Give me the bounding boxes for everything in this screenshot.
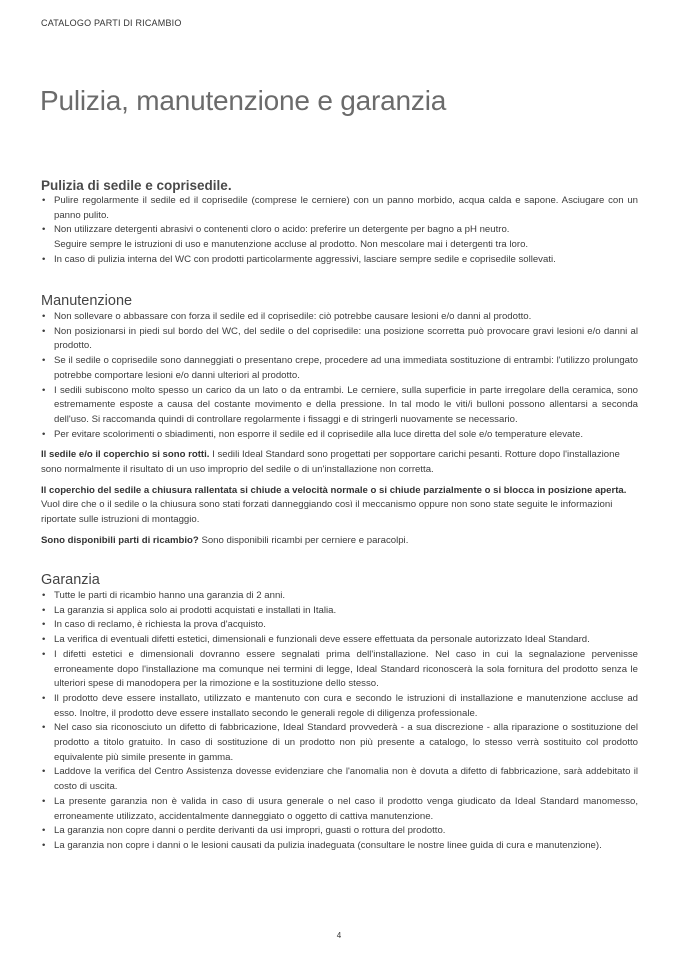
pulizia-heading: Pulizia di sedile e coprisedile.	[41, 178, 232, 193]
bold-lead: Il sedile e/o il coperchio si sono rotti.	[41, 449, 210, 461]
list-item: • I difetti estetici e dimensionali dovranno essere segnalati prima dell'installazione. Nel caso in cui la segnalazione pervenisse erroneamente dopo l'installazione ma comunque nei termini di legge, Ideal Standard riconoscerà la sola fornitura del prodotto senza le ulteriori spese di manodopera per la rimozione e la sostituzione dello stesso.	[41, 648, 638, 692]
paragraph-broken-seat	[41, 448, 638, 477]
catalog-header: CATALOGO PARTI DI RICAMBIO	[41, 18, 182, 28]
paragraph-text: Vuol dire che o il sedile o la chiusura sono stati forzati danneggiando così il meccanismo oppure non sono state seguite le informazioni riportate sulle istruzioni di montaggio.	[41, 499, 613, 526]
section-garanzia	[41, 572, 638, 854]
garanzia-heading: Garanzia	[41, 572, 100, 588]
pulizia-list	[41, 194, 638, 268]
list-item-continuation: Seguire sempre le istruzioni di uso e manutenzione accluse al prodotto. Non mescolare mai i detergenti tra loro.	[54, 239, 529, 251]
garanzia-list	[41, 589, 638, 854]
bold-lead: Sono disponibili parti di ricambio?	[41, 534, 199, 546]
list-item: • Pulire regolarmente il sedile ed il coprisedile (comprese le cerniere) con un panno morbido, acqua calda e sapone. Asciugare con un panno pulito.	[41, 194, 638, 223]
list-item: • In caso di reclamo, è richiesta la prova d'acquisto.	[41, 618, 638, 633]
list-item: • Il prodotto deve essere installato, utilizzato e mantenuto con cura e secondo le istruzioni di installazione e manutenzione accluse ad esso. Inoltre, il prodotto deve essere installato secondo le generali regole di diligenza professionale.	[41, 692, 638, 721]
list-item: • Nel caso sia riconosciuto un difetto di fabbricazione, Ideal Standard provvederà - a sua discrezione - alla riparazione o sostituzione del prodotto a titolo gratuito. In caso di sostituzione di un prodotto non più presente a catalogo, lo stesso verrà sostituito col prodotto equivalente più simile presente in gamma.	[41, 721, 638, 765]
list-item: • La garanzia non copre i danni o le lesioni causati da pulizia inadeguata (consultare le nostre linee guida di cura e manutenzione).	[41, 839, 638, 854]
section-pulizia	[41, 178, 638, 268]
paragraph-text: Sono disponibili ricambi per cerniere e paracolpi.	[198, 534, 409, 546]
list-item: • Se il sedile o coprisedile sono danneggiati o presentano crepe, procedere ad una immediata sostituzione di entrambi: l'utilizzo prolungato potrebbe comportare lesioni e/o danni ulteriori al prodotto.	[41, 354, 638, 383]
paragraph-soft-close	[41, 484, 638, 528]
list-item: • Non utilizzare detergenti abrasivi o contenenti cloro o acido: preferire un detergente per bagno a pH neutro.	[41, 223, 638, 238]
list-item: • Non posizionarsi in piedi sul bordo del WC, del sedile o del coprisedile: una posizione scorretta può provocare gravi lesioni e/o danni al prodotto.	[41, 325, 638, 354]
list-item: • Per evitare scolorimenti o sbiadimenti, non esporre il sedile ed il coprisedile alla luce diretta del sole e/o temperature elevate.	[41, 428, 638, 443]
list-item: • Laddove la verifica del Centro Assistenza dovesse evidenziare che l'anomalia non è dovuta a difetto di fabbricazione, sarà addebitato il costo di uscita.	[41, 765, 638, 794]
paragraph-spare-parts	[41, 534, 638, 549]
list-item: • La garanzia non copre danni o perdite derivanti da usi impropri, guasti o rottura del prodotto.	[41, 824, 638, 839]
list-item: • La verifica di eventuali difetti estetici, dimensionali e funzionali deve essere effettuata da personale autorizzato Ideal Standard.	[41, 633, 638, 648]
list-item: • La garanzia si applica solo ai prodotti acquistati e installati in Italia.	[41, 604, 638, 619]
list-item: • La presente garanzia non è valida in caso di usura generale o nel caso il prodotto venga giudicato da Ideal Standard manomesso, erroneamente utilizzato, accidentalmente danneggiato o oggetto di cattiva manutenzione.	[41, 795, 638, 824]
list-item: • Non sollevare o abbassare con forza il sedile ed il coprisedile: ciò potrebbe causare lesioni e/o danni al prodotto.	[41, 310, 638, 325]
page-title: Pulizia, manutenzione e garanzia	[40, 85, 447, 116]
bold-lead: Il coperchio del sedile a chiusura rallentata si chiude a velocità normale o si chiude parzialmente o si blocca in posizione aperta.	[41, 484, 627, 496]
list-item: • In caso di pulizia interna del WC con prodotti particolarmente aggressivi, lasciare sempre sedile e coprisedile sollevati.	[41, 253, 638, 268]
section-manutenzione	[41, 293, 638, 549]
manutenzione-list	[41, 310, 638, 442]
manutenzione-heading: Manutenzione	[41, 293, 133, 309]
paragraph-text: I sedili Ideal Standard sono progettati per sopportare carichi pesanti. Rotture dopo l'installazione sono normalmente il risultato di un uso improprio del sedile o di un'installazione non corretta.	[41, 449, 620, 476]
list-item: • I sedili subiscono molto spesso un carico da un lato o da entrambi. Le cerniere, sulla superficie in parte irregolare della ceramica, sono estremamente esposte a causa del costante movimento e della pressione. In tal modo le viti/i bulloni possono allentarsi a seconda dell'uso. Si raccomanda quindi di controllare regolarmente i fissaggi e di stringerli nuovamente se necessario.	[41, 384, 638, 428]
page-number: 4	[336, 931, 342, 940]
list-item: • Tutte le parti di ricambio hanno una garanzia di 2 anni.	[41, 589, 638, 604]
